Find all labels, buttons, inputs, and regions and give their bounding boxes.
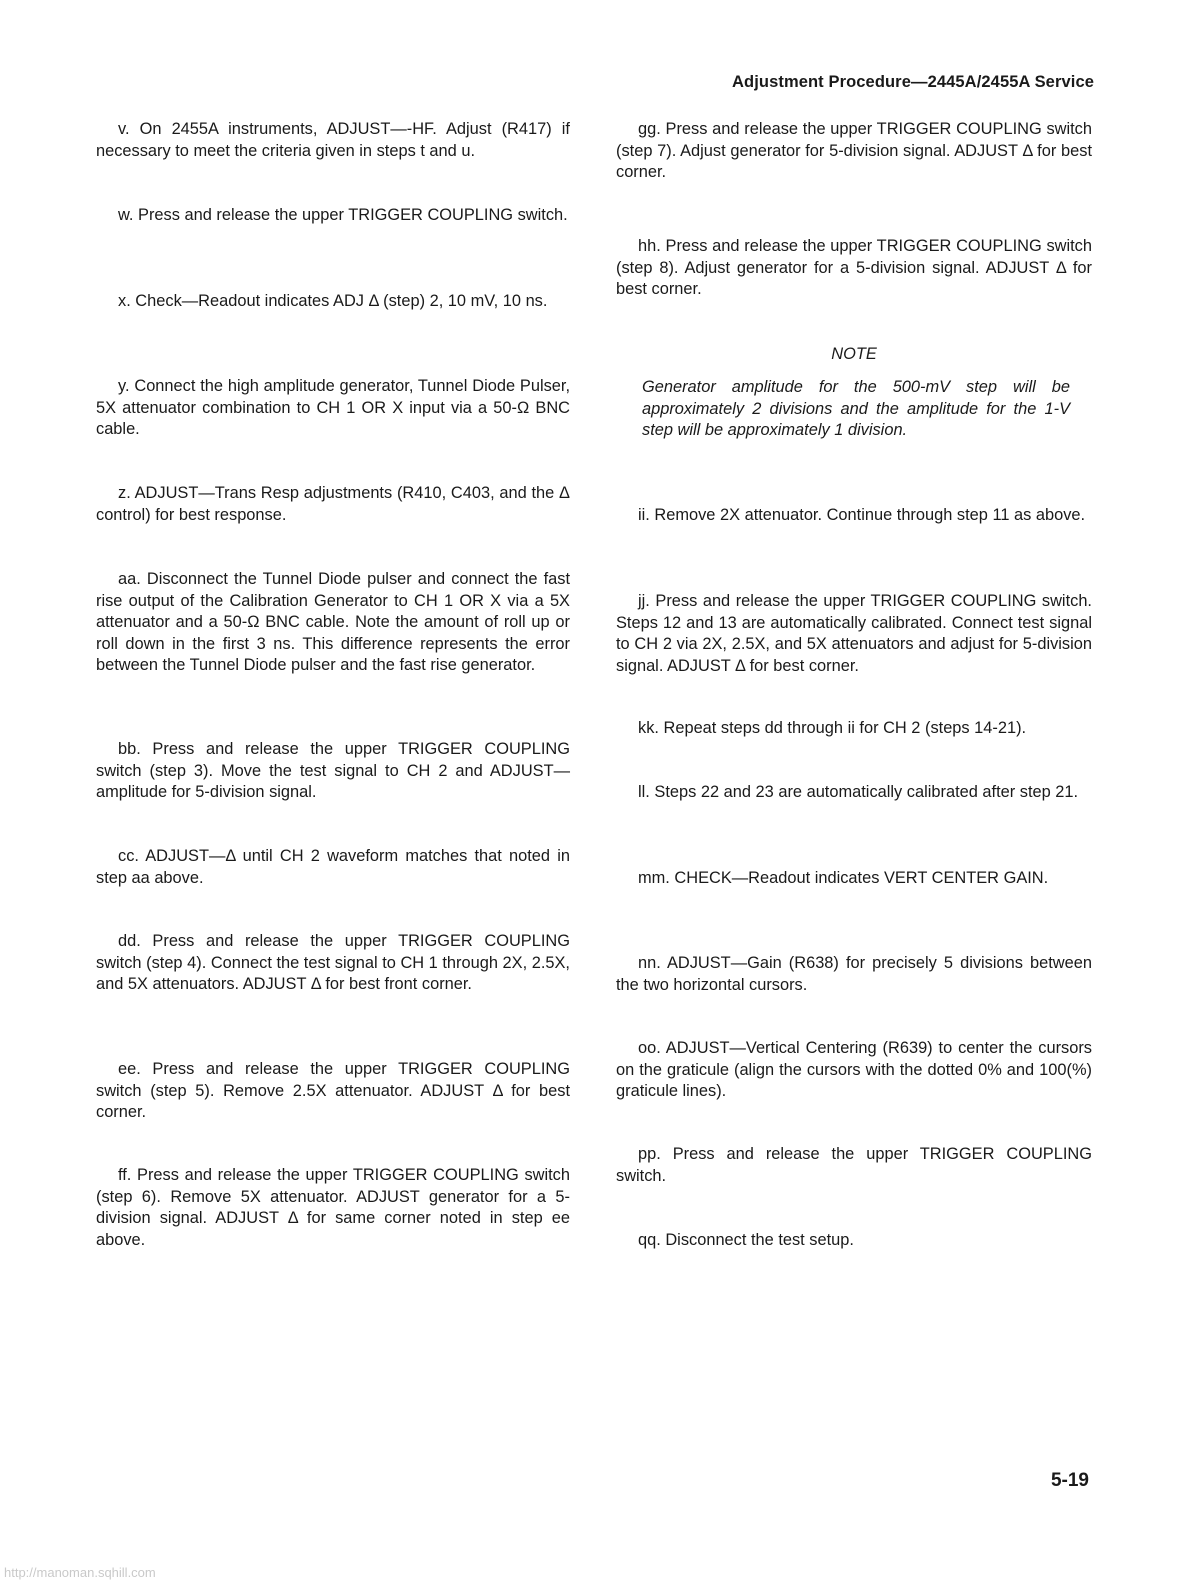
page-number: 5-19 [1050, 1470, 1089, 1491]
step-hh: hh. Press and release the upper TRIGGER COUPLING switch (step 8). Adjust generator for a 5-division signal. ADJUST Δ for best corner. [616, 237, 1092, 298]
step-kk: kk. Repeat steps dd through ii for CH 2 (steps 14-21). [638, 719, 1027, 737]
step-ee: ee. Press and release the upper TRIGGER COUPLING switch (step 5). Remove 2.5X attenuator. ADJUST Δ for best corner. [96, 1060, 570, 1121]
running-header: Adjustment Procedure—2445A/2455A Service [732, 73, 1094, 91]
step-bb: bb. Press and release the upper TRIGGER COUPLING switch (step 3). Move the test signal to CH 2 and ADJUST—amplitude for 5-division signal. [96, 740, 570, 801]
step-ii: ii. Remove 2X attenuator. Continue through step 11 as above. [638, 506, 1086, 524]
note-title: NOTE [831, 345, 877, 363]
step-pp: pp. Press and release the upper TRIGGER COUPLING switch. [616, 1145, 1092, 1185]
step-mm: mm. CHECK—Readout indicates VERT CENTER GAIN. [638, 869, 1049, 887]
step-oo: oo. ADJUST—Vertical Centering (R639) to center the cursors on the graticule (align the cursors with the dotted 0% and 100(%) graticule lines). [616, 1039, 1092, 1100]
step-gg: gg. Press and release the upper TRIGGER COUPLING switch (step 7). Adjust generator for 5-division signal. ADJUST Δ for best corner. [616, 120, 1092, 181]
step-dd: dd. Press and release the upper TRIGGER COUPLING switch (step 4). Connect the test signal to CH 1 through 2X, 2.5X, and 5X attenuators. ADJUST Δ for best front corner. [96, 932, 570, 993]
step-aa: aa. Disconnect the Tunnel Diode pulser and connect the fast rise output of the Calibration Generator to CH 1 OR X via a 5X attenuator and a 50-Ω BNC cable. Note the amount of roll up or roll down in the first 3 ns. This difference represents the error between the Tunnel Diode pulser and the fast rise generator. [96, 570, 570, 674]
watermark-url: http://manoman.sqhill.com [4, 1565, 156, 1580]
step-v: v. On 2455A instruments, ADJUST—-HF. Adjust (R417) if necessary to meet the criteria given in steps t and u. [96, 120, 570, 160]
step-nn: nn. ADJUST—Gain (R638) for precisely 5 divisions between the two horizontal cursors. [616, 954, 1092, 994]
step-y: y. Connect the high amplitude generator, Tunnel Diode Pulser, 5X attenuator combination to CH 1 OR X input via a 50-Ω BNC cable. [96, 377, 570, 438]
step-cc: cc. ADJUST—Δ until CH 2 waveform matches that noted in step aa above. [96, 847, 570, 887]
step-ff: ff. Press and release the upper TRIGGER COUPLING switch (step 6). Remove 5X attenuator. ADJUST generator for a 5-division signal. ADJUST Δ for same corner noted in step ee above. [96, 1166, 570, 1249]
step-jj: jj. Press and release the upper TRIGGER COUPLING switch. Steps 12 and 13 are automatically calibrated. Connect test signal to CH 2 via 2X, 2.5X, and 5X attenuators and adjust for 5-division signal. ADJUST Δ for best corner. [616, 592, 1092, 675]
step-ll: ll. Steps 22 and 23 are automatically calibrated after step 21. [638, 783, 1079, 801]
step-qq: qq. Disconnect the test setup. [638, 1231, 854, 1249]
step-z: z. ADJUST—Trans Resp adjustments (R410, C403, and the Δ control) for best response. [96, 484, 570, 524]
note-body: Generator amplitude for the 500-mV step will be approximately 2 divisions and the amplitude for the 1-V step will be approximately 1 division. [642, 378, 1070, 439]
step-x: x. Check—Readout indicates ADJ Δ (step) 2, 10 mV, 10 ns. [118, 292, 548, 310]
step-w: w. Press and release the upper TRIGGER COUPLING switch. [118, 206, 568, 224]
